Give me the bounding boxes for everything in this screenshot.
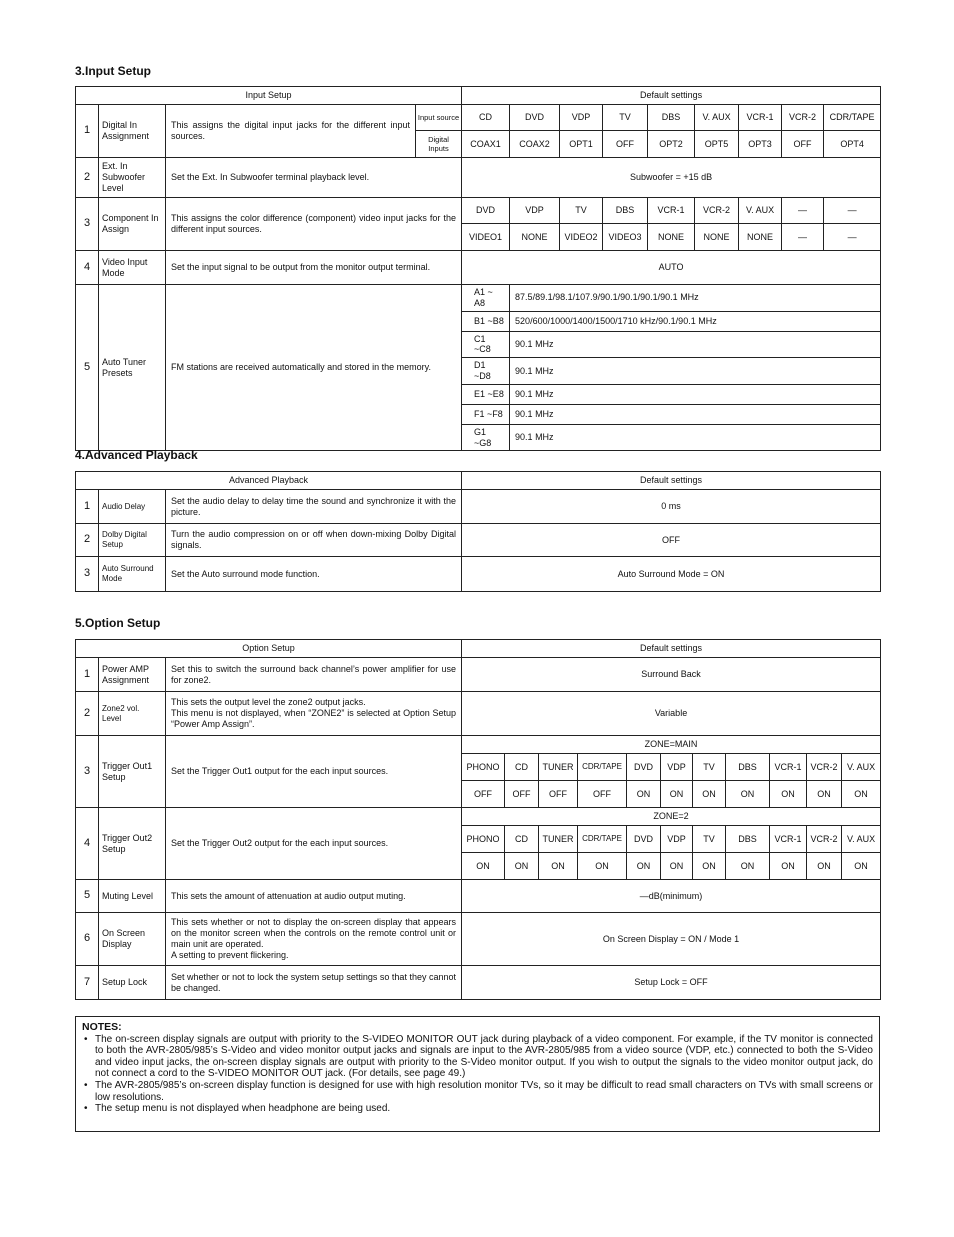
advanced-playback-header-row	[76, 472, 881, 490]
table-cell: ON	[842, 853, 881, 880]
row-number: 1	[76, 658, 99, 692]
table-cell: ON	[661, 781, 693, 808]
table-row	[76, 736, 881, 754]
table-cell: TUNER	[539, 826, 578, 853]
row-number: 2	[76, 692, 99, 736]
table-cell: TV	[560, 198, 603, 224]
table-cell: ON	[462, 853, 505, 880]
row-number: 5	[76, 285, 99, 451]
preset-range: C1 ~C8	[462, 331, 510, 358]
table-cell: NONE	[739, 224, 782, 251]
setting-name: Trigger Out2 Setup	[99, 808, 166, 880]
sub-label: Input source	[416, 105, 462, 131]
setting-name: Power AMP Assignment	[99, 658, 166, 692]
table-cell: VDP	[661, 754, 693, 781]
default-value: Setup Lock = OFF	[462, 966, 881, 1000]
setting-description: This sets whether or not to display the on-screen display that appears on the monitor screen when the controls on the remote control unit or main unit are operated. A setting to prevent flickering.	[166, 913, 462, 966]
setting-description: FM stations are received automatically and stored in the memory.	[166, 285, 462, 451]
table-cell: OFF	[782, 131, 824, 158]
table-cell: DBS	[726, 754, 770, 781]
column-header: Option Setup	[76, 640, 462, 658]
setting-name: Zone2 vol. Level	[99, 692, 166, 736]
table-cell: ON	[807, 781, 842, 808]
table-cell: TUNER	[539, 754, 578, 781]
option-setup-header-row	[76, 640, 881, 658]
table-cell: OPT4	[824, 131, 881, 158]
setting-name: Dolby Digital Setup	[99, 524, 166, 557]
table-cell: ON	[726, 781, 770, 808]
table-cell: OPT5	[695, 131, 739, 158]
setting-name: Muting Level	[99, 880, 166, 913]
row-number: 4	[76, 808, 99, 880]
table-cell: COAX1	[462, 131, 510, 158]
table-cell: DVD	[627, 826, 661, 853]
table-row	[76, 285, 881, 312]
setting-description: Set the audio delay to delay time the sound and synchronize it with the picture.	[166, 490, 462, 524]
advanced-playback-table	[75, 471, 881, 592]
setting-description: Turn the audio compression on or off when down-mixing Dolby Digital signals.	[166, 524, 462, 557]
table-cell: V. AUX	[842, 754, 881, 781]
row-number: 6	[76, 913, 99, 966]
table-row	[76, 880, 881, 913]
table-row	[76, 808, 881, 826]
table-cell: DVD	[462, 198, 510, 224]
table-cell: VCR-2	[807, 754, 842, 781]
table-cell: ON	[627, 781, 661, 808]
setting-name: Trigger Out1 Setup	[99, 736, 166, 808]
table-cell: TV	[693, 826, 726, 853]
table-cell: CD	[505, 754, 539, 781]
table-cell: VCR-1	[739, 105, 782, 131]
table-row	[76, 658, 881, 692]
setting-description: Set this to switch the surround back channel’s power amplifier for use for zone2.	[166, 658, 462, 692]
row-number: 3	[76, 736, 99, 808]
input-setup-header-row	[76, 87, 881, 105]
table-cell: PHONO	[462, 826, 505, 853]
table-cell: —	[824, 198, 881, 224]
table-cell: NONE	[510, 224, 560, 251]
default-value: Auto Surround Mode = ON	[462, 557, 881, 592]
setting-description: Set the Auto surround mode function.	[166, 557, 462, 592]
preset-value: 90.1 MHz	[510, 424, 881, 451]
setting-name: Audio Delay	[99, 490, 166, 524]
table-cell: CDR/TAPE	[578, 754, 627, 781]
column-header: Default settings	[462, 472, 881, 490]
preset-value: 520/600/1000/1400/1500/1710 kHz/90.1/90.1 MHz	[510, 311, 881, 331]
setting-name: On Screen Display	[99, 913, 166, 966]
preset-range: A1 ~ A8	[462, 285, 510, 312]
column-header: Default settings	[462, 87, 881, 105]
table-row	[76, 966, 881, 1000]
table-cell: CDR/TAPE	[824, 105, 881, 131]
preset-range: D1 ~D8	[462, 358, 510, 385]
table-cell: CD	[505, 826, 539, 853]
default-value: AUTO	[462, 251, 881, 285]
table-cell: DVD	[627, 754, 661, 781]
setting-description: Set the Trigger Out2 output for the each input sources.	[166, 808, 462, 880]
table-row	[76, 557, 881, 592]
setting-name: Video Input Mode	[99, 251, 166, 285]
default-value: Subwoofer = +15 dB	[462, 158, 881, 198]
preset-value: 90.1 MHz	[510, 331, 881, 358]
table-cell: V. AUX	[739, 198, 782, 224]
table-cell: DBS	[603, 198, 648, 224]
table-cell: CD	[462, 105, 510, 131]
row-number: 2	[76, 158, 99, 198]
setting-name: Setup Lock	[99, 966, 166, 1000]
table-cell: OFF	[462, 781, 505, 808]
table-cell: V. AUX	[842, 826, 881, 853]
setting-description: This sets the amount of attenuation at audio output muting.	[166, 880, 462, 913]
notes-title: NOTES:	[82, 1021, 122, 1033]
setting-description: Set the input signal to be output from the monitor output terminal.	[166, 251, 462, 285]
table-cell: ON	[578, 853, 627, 880]
table-cell: VIDEO1	[462, 224, 510, 251]
table-cell: —	[824, 224, 881, 251]
table-cell: VDP	[510, 198, 560, 224]
notes-box	[75, 1016, 880, 1132]
table-row	[76, 105, 881, 131]
preset-range: G1 ~G8	[462, 424, 510, 451]
preset-value: 87.5/89.1/98.1/107.9/90.1/90.1/90.1/90.1 MHz	[510, 285, 881, 312]
table-cell: ON	[693, 853, 726, 880]
option-setup-heading: 5.Option Setup	[75, 616, 161, 630]
setting-name: Component In Assign	[99, 198, 166, 251]
column-header: Input Setup	[76, 87, 462, 105]
row-number: 7	[76, 966, 99, 1000]
table-row	[76, 158, 881, 198]
table-cell: TV	[693, 754, 726, 781]
table-cell: ON	[693, 781, 726, 808]
table-cell: V. AUX	[695, 105, 739, 131]
table-cell: ON	[842, 781, 881, 808]
setting-description: Set whether or not to lock the system setup settings so that they cannot be changed.	[166, 966, 462, 1000]
default-value: On Screen Display = ON / Mode 1	[462, 913, 881, 966]
table-cell: —	[782, 198, 824, 224]
table-cell: NONE	[695, 224, 739, 251]
zone-label: ZONE=2	[462, 808, 881, 826]
setting-name: Auto Tuner Presets	[99, 285, 166, 451]
row-number: 1	[76, 490, 99, 524]
table-cell: OFF	[603, 131, 648, 158]
table-cell: NONE	[648, 224, 695, 251]
table-cell: OFF	[578, 781, 627, 808]
table-cell: OPT1	[560, 131, 603, 158]
column-header: Advanced Playback	[76, 472, 462, 490]
row-number: 1	[76, 105, 99, 158]
table-row	[76, 490, 881, 524]
zone-label: ZONE=MAIN	[462, 736, 881, 754]
preset-value: 90.1 MHz	[510, 358, 881, 385]
table-cell: ON	[661, 853, 693, 880]
table-cell: TV	[603, 105, 648, 131]
table-cell: ON	[726, 853, 770, 880]
default-value: OFF	[462, 524, 881, 557]
default-value: 0 ms	[462, 490, 881, 524]
table-cell: VCR-1	[770, 826, 807, 853]
preset-value: 90.1 MHz	[510, 404, 881, 424]
table-cell: —	[782, 224, 824, 251]
table-row	[76, 524, 881, 557]
preset-range: B1 ~B8	[462, 311, 510, 331]
setting-name: Digital In Assignment	[99, 105, 166, 158]
default-value: Variable	[462, 692, 881, 736]
setting-description: Set the Trigger Out1 output for the each input sources.	[166, 736, 462, 808]
table-row	[76, 913, 881, 966]
table-cell: OFF	[539, 781, 578, 808]
input-setup-heading: 3.Input Setup	[75, 64, 151, 78]
table-cell: ON	[505, 853, 539, 880]
table-cell: OPT2	[648, 131, 695, 158]
row-number: 5	[76, 880, 99, 913]
table-cell: ON	[539, 853, 578, 880]
table-cell: VCR-1	[648, 198, 695, 224]
sub-label: Digital Inputs	[416, 131, 462, 158]
preset-range: F1 ~F8	[462, 404, 510, 424]
row-number: 3	[76, 198, 99, 251]
note-item: • The on-screen display signals are output with priority to the S-VIDEO MONITOR OUT jack during playback of a video component. For example, if the TV monitor is connected to both the AVR-2805/985’s S-Video and video monitor output jacks and signals are input to the AVR-2805/985 from a video source (VDP, etc.) connected to both the S-Video and video input jacks, the on-screen display signals are output with priority to the S-Video monitor output. If you wish to output the signals to the video monitor output jack, do not connect a cord to the S-VIDEO MONITOR OUT jack. (For details, see page 49.)	[82, 1034, 873, 1080]
table-cell: VCR-1	[770, 754, 807, 781]
setting-name: Ext. In Subwoofer Level	[99, 158, 166, 198]
table-cell: ON	[807, 853, 842, 880]
row-number: 4	[76, 251, 99, 285]
setting-description: This sets the output level the zone2 output jacks. This menu is not displayed, when “ZONE2” is selected at Option Setup “Power Amp Assign”.	[166, 692, 462, 736]
preset-value: 90.1 MHz	[510, 384, 881, 404]
default-value: Surround Back	[462, 658, 881, 692]
column-header: Default settings	[462, 640, 881, 658]
notes-list	[82, 1034, 873, 1115]
row-number: 2	[76, 524, 99, 557]
table-cell: DBS	[648, 105, 695, 131]
table-cell: ON	[770, 853, 807, 880]
row-number: 3	[76, 557, 99, 592]
table-cell: OFF	[505, 781, 539, 808]
table-cell: VCR-2	[807, 826, 842, 853]
table-row	[76, 198, 881, 224]
table-cell: COAX2	[510, 131, 560, 158]
table-cell: DVD	[510, 105, 560, 131]
setting-description: This assigns the digital input jacks for the different input sources.	[166, 105, 416, 158]
table-row	[76, 251, 881, 285]
default-value: —dB(minimum)	[462, 880, 881, 913]
table-cell: DBS	[726, 826, 770, 853]
table-cell: CDR/TAPE	[578, 826, 627, 853]
table-cell: OPT3	[739, 131, 782, 158]
input-setup-table	[75, 86, 881, 451]
table-cell: ON	[770, 781, 807, 808]
table-cell: VCR-2	[695, 198, 739, 224]
table-row	[76, 692, 881, 736]
table-cell: VIDEO3	[603, 224, 648, 251]
advanced-playback-heading: 4.Advanced Playback	[75, 448, 198, 462]
preset-range: E1 ~E8	[462, 384, 510, 404]
table-cell: ON	[627, 853, 661, 880]
table-cell: VDP	[661, 826, 693, 853]
setting-name: Auto Surround Mode	[99, 557, 166, 592]
option-setup-table	[75, 639, 881, 1000]
setting-description: This assigns the color difference (component) video input jacks for the different input sources.	[166, 198, 462, 251]
table-cell: PHONO	[462, 754, 505, 781]
note-item: • The AVR-2805/985’s on-screen display function is designed for use with high resolution monitor TVs, so it may be difficult to read small characters on TVs with small screens or low resolutions.	[82, 1080, 873, 1103]
note-item: • The setup menu is not displayed when headphone are being used.	[82, 1103, 873, 1115]
table-cell: VCR-2	[782, 105, 824, 131]
table-cell: VDP	[560, 105, 603, 131]
table-cell: VIDEO2	[560, 224, 603, 251]
setting-description: Set the Ext. In Subwoofer terminal playback level.	[166, 158, 462, 198]
